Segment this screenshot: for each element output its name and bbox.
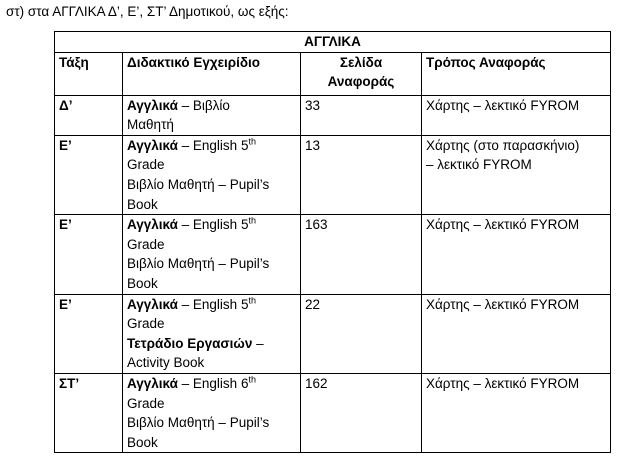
book-line3: Βιβλίο Μαθητή – Pupil’s — [127, 415, 270, 431]
grade-text: Ε’ — [59, 217, 72, 233]
grade-text: ΣΤ’ — [59, 375, 80, 391]
cell-book — [123, 215, 301, 294]
table-title-row — [55, 32, 611, 53]
table-row — [55, 135, 611, 214]
book-line3 — [127, 334, 296, 354]
grade-text: Δ’ — [59, 97, 73, 113]
book-ordinal: th — [248, 215, 256, 226]
cell-ref: Χάρτης – λεκτικό FYROM — [422, 215, 611, 294]
book-line1 — [127, 374, 296, 394]
intro-text: στ) στα ΑΓΓΛΙΚΑ Δ’, Ε’, ΣΤ’ Δημοτικού, ως εξής: — [6, 4, 289, 19]
table-row — [55, 373, 611, 452]
cell-ref: Χάρτης – λεκτικό FYROM — [422, 373, 611, 452]
book-line1 — [127, 215, 296, 235]
header-ref: Τρόπος Αναφοράς — [422, 52, 611, 95]
book-line2: Grade — [127, 236, 165, 252]
book-line1 — [127, 136, 296, 156]
book-line4: Book — [127, 434, 158, 450]
book-workbook: Τετράδιο Εργασιών — [127, 335, 253, 351]
header-grade: Τάξη — [55, 52, 123, 95]
book-subject: Αγγλικά — [127, 217, 178, 233]
english-textbooks-table — [54, 31, 611, 453]
table-row — [55, 294, 611, 373]
book-title: – English 5 — [177, 217, 249, 233]
book-title: – English 6 — [177, 375, 249, 391]
book-title: – Βιβλίο — [177, 97, 230, 113]
book-ordinal: th — [248, 136, 256, 147]
book-workbook-dash: – — [252, 335, 264, 351]
book-line3: Βιβλίο Μαθητή – Pupil’s — [127, 256, 270, 272]
cell-page: 163 — [301, 215, 422, 294]
book-line1 — [127, 96, 296, 116]
book-line4: Activity Book — [127, 355, 205, 371]
cell-page: 162 — [301, 373, 422, 452]
book-subject: Αγγλικά — [127, 137, 178, 153]
grade-text: Ε’ — [59, 137, 72, 153]
header-book: Διδακτικό Εγχειρίδιο — [123, 52, 301, 95]
book-line2: Grade — [127, 395, 165, 411]
book-line2: Μαθητή — [127, 117, 174, 133]
table-header-row — [55, 52, 611, 95]
table-row — [55, 95, 611, 135]
header-page-line1: Σελίδα — [339, 54, 383, 70]
cell-ref: Χάρτης – λεκτικό FYROM — [422, 294, 611, 373]
header-page-line2: Αναφοράς — [327, 74, 395, 90]
cell-page: 22 — [301, 294, 422, 373]
cell-page: 33 — [301, 95, 422, 135]
grade-text: Ε’ — [59, 296, 72, 312]
cell-book — [123, 373, 301, 452]
cell-ref: Χάρτης – λεκτικό FYROM — [422, 95, 611, 135]
book-ordinal: th — [248, 295, 256, 306]
cell-grade — [55, 135, 123, 214]
book-line4: Book — [127, 196, 158, 212]
cell-grade — [55, 215, 123, 294]
cell-grade — [55, 373, 123, 452]
table-row — [55, 215, 611, 294]
book-line1 — [127, 295, 296, 315]
book-line2: Grade — [127, 316, 165, 332]
ref-line2: – λεκτικό FYROM — [426, 157, 532, 173]
cell-page: 13 — [301, 135, 422, 214]
cell-book — [123, 294, 301, 373]
book-ordinal: th — [248, 374, 256, 385]
book-line3: Βιβλίο Μαθητή – Pupil’s — [127, 176, 270, 192]
book-line4: Book — [127, 275, 158, 291]
cell-grade — [55, 95, 123, 135]
cell-book — [123, 95, 301, 135]
header-page — [301, 52, 422, 95]
book-title: – English 5 — [177, 296, 249, 312]
table-title: ΑΓΓΛΙΚΑ — [55, 32, 611, 53]
book-title: – English 5 — [177, 137, 249, 153]
cell-ref — [422, 135, 611, 214]
book-subject: Αγγλικά — [127, 97, 178, 113]
cell-grade — [55, 294, 123, 373]
book-subject: Αγγλικά — [127, 296, 178, 312]
book-subject: Αγγλικά — [127, 375, 178, 391]
ref-line1: Χάρτης (στο παρασκήνιο) — [426, 137, 580, 153]
cell-book — [123, 135, 301, 214]
book-line2: Grade — [127, 157, 165, 173]
